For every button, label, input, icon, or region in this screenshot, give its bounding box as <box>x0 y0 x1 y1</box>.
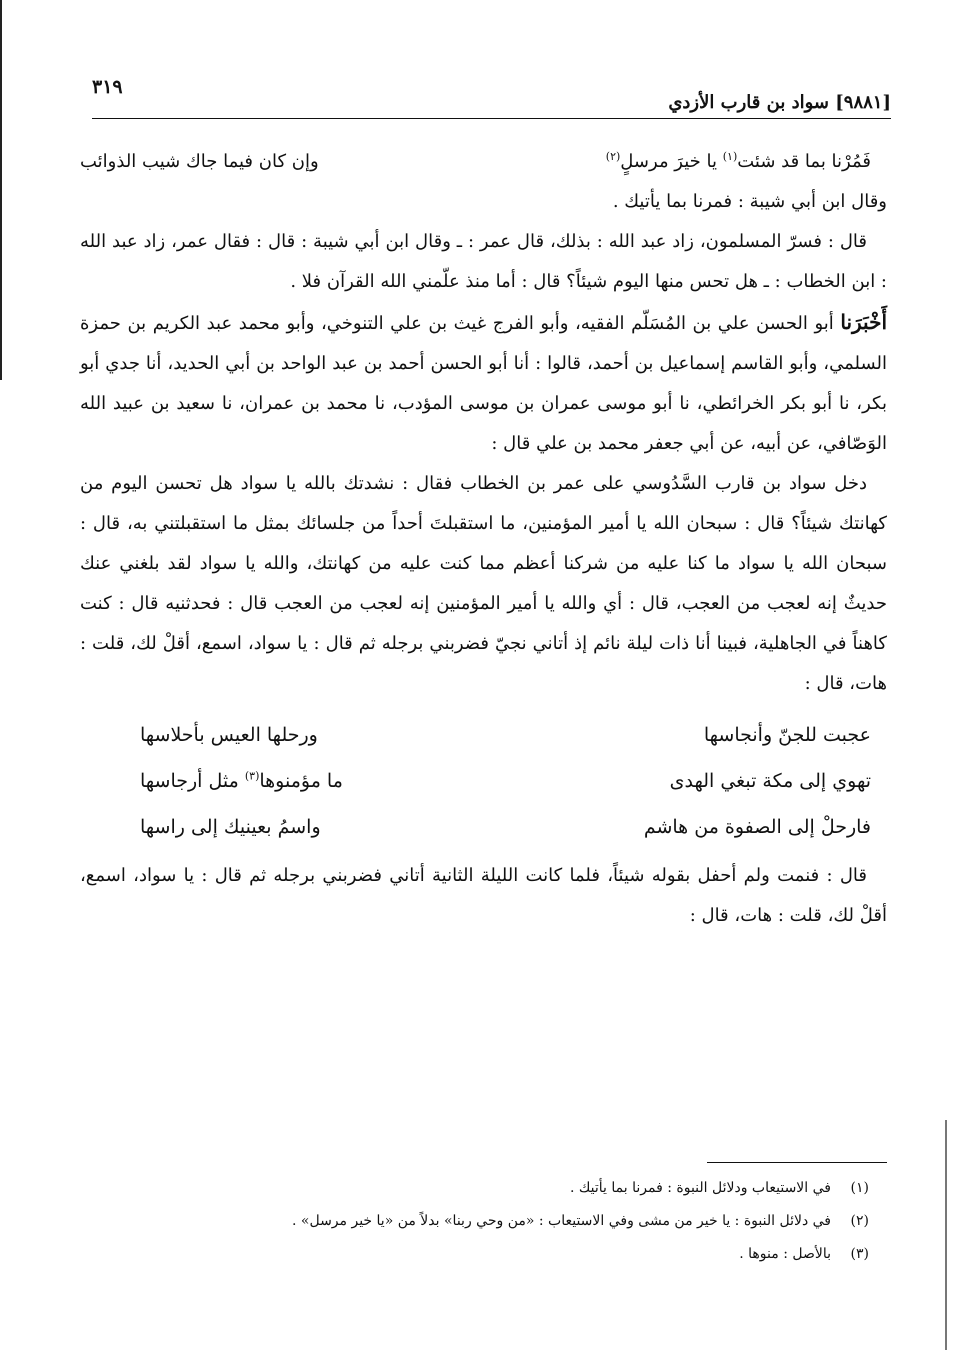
paragraph: قال : فنمت ولم أحفل بقوله شيئاً، فلما كانت الليلة الثانية أتاني فضربني برجله ثم قال : يا سواد، اسمع، أقلْ لك، قلت : هات، قال : <box>80 865 887 926</box>
footnote-ref[interactable]: (٢) <box>605 150 621 163</box>
footnote-number: (٢) <box>850 1213 869 1229</box>
poem-verse <box>80 758 887 804</box>
footnotes <box>160 1172 869 1271</box>
verse-hemistich: عجبت للجنّ وأنجاسها <box>703 724 871 746</box>
verse-hemistich: ورحلها العيس بأحلاسها <box>140 724 318 746</box>
isnad-keyword: أَخْبَرَنا <box>840 310 887 334</box>
verse-hemistich: فارحلْ إلى الصفوة من هاشم <box>643 816 871 838</box>
verse-hemistich: واسمُ بعينيك إلى راسها <box>140 816 321 838</box>
paragraph: قال : فسرّ المسلمون، زاد عبد الله : بذلك، قال عمر : ـ وقال ابن أبي شيبة : قال : فقال عمر، زاد عبد الله : ابن الخطاب : ـ هل تحس منها اليوم شيئاً؟ قال : أما منذ علّمني الله القرآن فلا . <box>80 231 887 292</box>
running-head: [٩٨٨١] سواد بن قارب الأزدي <box>668 92 891 113</box>
poem-verse <box>80 804 887 850</box>
main-text <box>80 142 887 936</box>
verse-hemistich: تهوي إلى مكة تبغي الهدى <box>669 770 871 792</box>
footnote-rule <box>707 1162 887 1163</box>
page-header <box>92 72 891 122</box>
poem-verse <box>80 712 887 758</box>
verse-hemistich: فَمُرْنا بما قد شئت$^{(١)}$ يا خيرَ مرسلٍ$^{(٢)}$ <box>605 150 871 172</box>
footnote <box>160 1172 869 1205</box>
footnote <box>160 1205 869 1238</box>
footnote <box>160 1238 869 1271</box>
poem <box>80 712 887 850</box>
footnote-text: بالأصل : منوها . <box>739 1246 831 1262</box>
isnad-paragraph: أَخْبَرَنا أبو الحسن علي بن المُسَلّم الفقيه، وأبو الفرج غيث بن علي التنوخي، وأبو محمد عبد الكريم بن حمزة السلمي، وأبو القاسم إسماعيل بن أحمد، قالوا : أنا أبو الحسن أحمد بن عبد الواحد بن أبي الحديد، أنا جدي أبو بكر، نا أبو بكر الخرائطي، نا أبو موسى عمران بن موسى المؤدب، نا محمد بن عمران، نا سعيد بن عبيد الله الوَصّافي، عن أبيه، عن أبي جعفر محمد بن علي قال : <box>80 310 887 454</box>
paragraph: وقال ابن أبي شيبة : فمرنا بما يأتيك . <box>612 191 887 212</box>
footnote-number: (١) <box>850 1180 869 1196</box>
footnote-text: في الاستيعاب ودلائل النبوة : فمرنا بما يأتيك . <box>569 1180 831 1196</box>
header-rule <box>92 118 891 119</box>
page-edge-right <box>945 1120 947 1350</box>
verse-hemistich: ما مؤمنوها$^{(٣)}$ مثل أرجاسها <box>140 769 343 792</box>
footnote-number: (٣) <box>850 1246 869 1262</box>
page-number: ٣١٩ <box>92 76 123 98</box>
verse-hemistich: وإن كان فيما جاك شيب الذوائب <box>80 151 319 172</box>
footnote-ref[interactable]: (١) <box>722 150 738 163</box>
narrative-paragraph: دخل سواد بن قارب السَّدُوسي على عمر بن الخطاب فقال : نشدتك بالله يا سواد هل تحسن اليوم من كهانتك شيئاً؟ قال : سبحان الله يا أمير المؤمنين، ما استقبلتَ أحداً من جلسائك بمثل ما استقبلتني به، قال : سبحان الله يا سواد ما كنا عليه من شركنا أعظم مما كنت عليه من كهانتك، والله يا سواد لقد بلغني عنك حديثٌ إنه لعجب من العجب، قال : أي والله يا أمير المؤمنين إنه لعجب من العجب قال : فحدثنيه قال : كنت كاهناً في الجاهلية، فبينا أنا ذات ليلة نائم إذ أتاني نجيّ فضربني برجله ثم قال : يا سواد، اسمع، أقلْ لك، قلت : هات، قال : <box>80 473 887 694</box>
page-edge-left <box>0 0 2 380</box>
verse-line <box>80 142 887 182</box>
footnote-ref[interactable]: (٣) <box>244 769 260 783</box>
footnote-text: في دلائل النبوة : يا خير من مشى وفي الاستيعاب : «من وحي ربنا» بدلاً من «يا خير مرسل» . <box>292 1213 831 1229</box>
